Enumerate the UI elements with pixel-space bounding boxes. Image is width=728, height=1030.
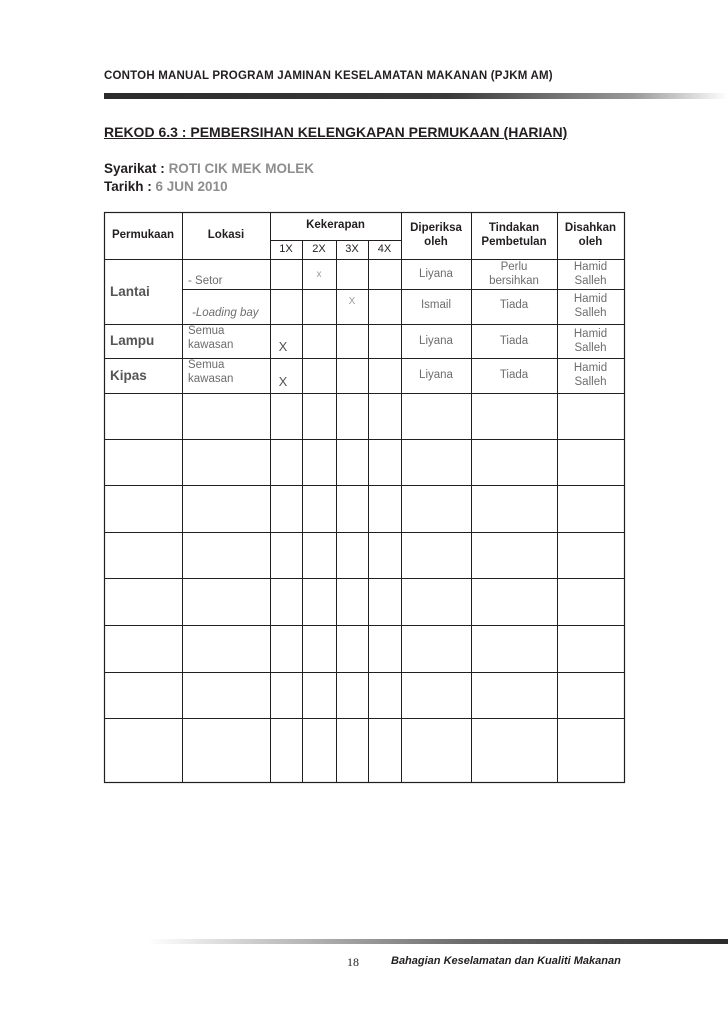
row-approved-loading-bay-line1: Hamid (573, 293, 608, 306)
row-location-kipas (182, 359, 270, 393)
row-mark-lampu: X (278, 338, 288, 354)
row-action-lampu: Tiada (499, 334, 529, 347)
row-location-lampu-line1: Semua (188, 325, 225, 337)
header-tindakan-line2: Pembetulan (481, 235, 547, 248)
row-approved-setor (557, 260, 624, 289)
row-approved-setor-line1: Hamid (573, 260, 608, 273)
row-approved-loading-bay (557, 290, 624, 324)
row-approved-lampu (557, 325, 624, 358)
row-mark-setor: x (316, 268, 322, 280)
company-label: Syarikat : (104, 161, 165, 176)
header-diperiksa-line1: Diperiksa (410, 221, 462, 234)
row-location-kipas-line1: Semua (188, 359, 225, 371)
row-approved-lampu-line1: Hamid (573, 327, 608, 340)
header-kekerapan: Kekerapan (306, 219, 365, 232)
row-action-setor-line1: Perlu (500, 260, 528, 273)
date-value: 6 JUN 2010 (155, 179, 228, 194)
header-freq-4x: 4X (377, 242, 392, 255)
row-action-loading-bay: Tiada (499, 299, 529, 311)
header-freq-2x: 2X (312, 242, 326, 255)
row-approved-loading-bay-line2: Salleh (574, 307, 607, 319)
row-checked-lampu: Liyana (419, 334, 453, 347)
row-checked-setor: Liyana (419, 267, 453, 280)
header-freq-3x: 3X (345, 242, 359, 255)
footer-rule (148, 939, 728, 944)
row-surface-lampu: Lampu (110, 333, 155, 349)
header-diperiksa (401, 212, 471, 259)
header-tindakan-line1: Tindakan (488, 221, 540, 234)
row-location-kipas-line2: kawasan (188, 372, 234, 385)
row-approved-lampu-line2: Salleh (574, 341, 607, 354)
row-checked-loading-bay: Ismail (420, 299, 452, 311)
row-action-kipas: Tiada (499, 369, 529, 382)
footer-section-name: Bahagian Keselamatan dan Kualiti Makanan (391, 955, 621, 967)
row-location-lampu (182, 325, 270, 358)
row-mark-loading-bay: X (348, 296, 356, 307)
header-tindakan (471, 212, 557, 259)
header-disahkan-line1: Disahkan (564, 221, 617, 234)
row-approved-kipas-line2: Salleh (574, 376, 607, 388)
row-location-lampu-line2: kawasan (188, 338, 234, 351)
header-permukaan: Permukaan (111, 228, 174, 241)
row-checked-kipas: Liyana (419, 369, 453, 382)
row-location-loading-bay: -Loading bay (192, 307, 259, 320)
row-action-setor (471, 260, 557, 289)
row-surface-kipas: Kipas (110, 367, 147, 383)
company-value: ROTI CIK MEK MOLEK (168, 161, 315, 176)
row-approved-kipas-line1: Hamid (573, 362, 608, 375)
header-disahkan (557, 212, 624, 259)
page-number: 18 (347, 955, 359, 969)
row-approved-setor-line2: Salleh (574, 274, 607, 287)
header-disahkan-line2: oleh (578, 235, 603, 248)
header-lokasi: Lokasi (207, 228, 245, 241)
header-freq-1x: 1X (279, 242, 293, 255)
row-mark-kipas: X (278, 373, 288, 389)
record-title: REKOD 6.3 : PEMBERSIHAN KELENGKAPAN PERMUKAAN (HARIAN) (104, 124, 568, 140)
document-header-title: CONTOH MANUAL PROGRAM JAMINAN KESELAMATAN MAKANAN (PJKM AM) (104, 70, 553, 82)
row-surface-lantai: Lantai (110, 283, 150, 299)
row-action-setor-line2: bersihkan (489, 274, 539, 287)
row-approved-kipas (557, 359, 624, 393)
header-diperiksa-line2: oleh (424, 235, 448, 248)
date-label: Tarikh : (104, 179, 152, 194)
row-location-setor: - Setor (188, 275, 223, 288)
